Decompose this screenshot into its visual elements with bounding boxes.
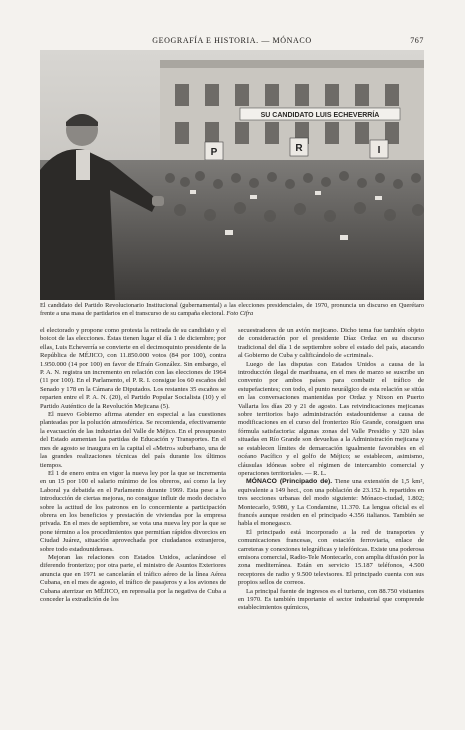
sign-letter-p: P (210, 147, 218, 158)
right-paragraph-1: secuestradores de un avión mejicano. Dicho tema fue también objeto de consideración por el presidente Díaz Ordaz en su discurso tradicional del día 1 de septiembre sobre el estado del país, atacando al Gobierno de Cuba y calificándolo de «criminal». (238, 327, 424, 360)
monaco-paragraph-3: La principal fuente de ingresos es el turismo, con 88.750 visitantes en 1970. Es también importante el sector industrial que comprende establecimientos químicos, (238, 587, 424, 612)
sign-letter-r: R (295, 143, 303, 154)
banner-text: SU CANDIDATO LUIS ECHEVERRÍA (260, 112, 380, 119)
monaco-heading: MÓNACO (Principado de). (246, 478, 333, 486)
header-title: GEOGRAFÍA E HISTORIA. — MÓNACO (152, 36, 312, 45)
right-column (238, 327, 424, 613)
monaco-entry (238, 478, 424, 528)
left-paragraph-4: Mejoran las relaciones con Estados Unidos, aclarándose el diferendo fronterizo; por otra parte, el ministro de Asuntos Exteriores anuncia que en 1971 se cancelarán el tráfico aéreo de la línea Aérea Cubana, en el mes de agosto, el tráfico de pasajeros y a los aviones de Cubana aterrizar en MÉJICO, en represalia por la negativa de Cuba a conceder la extradición de los (40, 553, 226, 603)
photo-credit: Foto Cifra (226, 310, 254, 318)
photo-caption (40, 302, 424, 318)
monaco-paragraph-1: Tiene una extensión de 1,5 km², equivalente a 149 hect., con una población de 23.152 h. repartidos en tres secciones urbanas del modo siguiente: Mónaco-ciudad, 1.802; Montecarlo, 9.980, y La Condamine, 11.370. La lengua oficial es el francés aunque residen en el principado 4.356 italianos. También se habla el monegasco. (238, 478, 425, 528)
monaco-paragraph-2: El principado está incorporado a la red de transportes y comunicaciones francesas, con estación ferroviaria, enlace de carreteras y conexiones telegráficas y telefónicas. Existe una poderosa emisora comercial, Radio-Tele Montecarlo, con amplia difusión por la zona mediterránea. Están en servicio 15.187 teléfonos, 4.500 receptores de radio y 9.500 televisores. El principado cuenta con sus propios sellos de correos. (238, 528, 424, 587)
photo-illustration (40, 50, 424, 300)
sign-letter-i: I (377, 145, 381, 156)
left-column (40, 327, 226, 604)
page-number: 767 (410, 36, 424, 45)
left-paragraph-3: El 1 de enero entra en vigor la nueva ley por la que se incrementa en un 15 por 100 el salario mínimo de los obreros, así como la ley Laboral ya debatida en el Parlamento durante 1969. Esta pese a la introducción de ciertas mejoras, no consigue influir de modo decisivo sobre la actitud de los patronos en lo concerniente a participación obrera en los beneficios y prestación de viviendas por la empresa privada. En el mes de septiembre, se vota una nueva ley por la que se pone término a los procedimientos que permitían rápidos divorcios en Ciudad Juárez, situación aprovechada por ciudadanos extranjeros, sobre todo estadounidenses. (40, 469, 226, 553)
left-paragraph-2: El nuevo Gobierno afirma atender en especial a las cuestiones planteadas por la polución atmosférica. Se recomienda, efectivamente la evacuación de las industrias del Valle de Méjico. En el presupuesto del Estado aumentan las partidas de Educación y Transportes. En el mes de agosto se inaugura en la capital el «Metro» suburbano, una de las grandes realizaciones técnicas del país durante los últimos tiempos. (40, 411, 226, 469)
running-header (40, 36, 424, 48)
right-paragraph-2: Luego de las disputas con Estados Unidos a causa de la introducción ilegal de marihuana, en el mes de marzo se suscribe un convenio por ambos países para combatir el tráfico de estupefacientes; con todo, el punto neurálgico de esta relación se sitúa en las conversaciones mantenidas por Ordaz y Nixon en Puerto Vallarta los días 20 y 21 de agosto. Las reivindicaciones mejicanas sobre territorios bajo administración estadounidense a causa de modificaciones en el curso del fronterizo Río Grande, consiguen una fórmula satisfactoria: algunas zonas del Valle Presidio y 320 islas situadas en Río Grande son devueltas a la Administración mejicana y se establecen límites de demarcación igualmente favorables en el océano Pacífico y el golfo de Méjico; se establecen, asimismo, cláusulas idóneas sobre el régimen de intercambio comercial y operaciones territoriales. — R. L. (238, 360, 424, 477)
caption-text: El candidato del Partido Revolucionario Institucional (gubernamental) a las elecciones presidenciales, de 1970, pronuncia un discurso en Querétaro frente a una masa de partidarios en el transcurso de su campaña electoral. (40, 302, 424, 318)
left-paragraph-1: el electorado y propone como protesta la retirada de su candidato y el boicot de las elecciones. Éstas tienen lugar el día 1 de diciembre; por ellas, Luis Echeverría se convierte en el decimoquinto presidente de la República de MÉJICO, con 11.850.000 votos (84 por 100), contra 1.950.000 (14 por 100) en favor de Efraín González. Sin embargo, el P. A. N. registra un incremento en relación con las elecciones de 1964 (11 por 100). En el Parlamento, el P. R. I. consigue los 60 escaños del Senado y 178 en la Cámara de Diputados. Los restantes 35 escaños se reparten entre el P. A. N. (20), el Partido Popular Socialista (10) y el Partido Auténtico de la Revolución Mejicana (5). (40, 327, 226, 410)
campaign-rally-photo (40, 50, 424, 300)
